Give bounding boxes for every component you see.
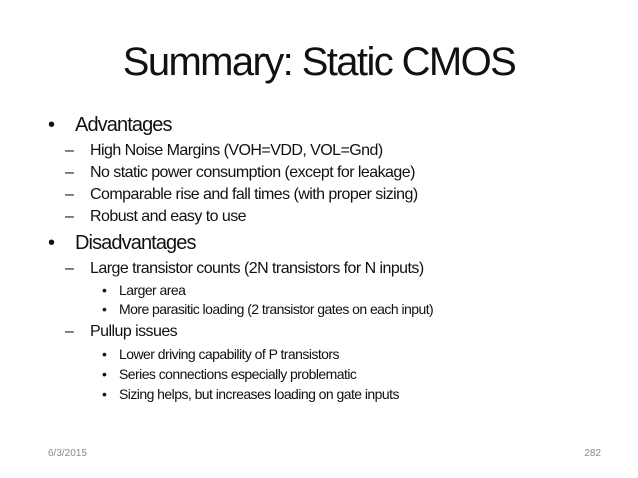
sub-bullet-item <box>102 300 433 318</box>
bullet-text: No static power consumption (except for leakage) <box>90 164 415 181</box>
bullet-item-disadvantages <box>48 231 196 255</box>
bullet-text: High Noise Margins (VOH=VDD, VOL=Gnd) <box>90 142 383 159</box>
bullet-text: Robust and easy to use <box>90 208 247 225</box>
bullet-text: More parasitic loading (2 transistor gates on each input) <box>119 301 434 317</box>
bullet-marker: • <box>102 386 107 402</box>
sub-bullet-item <box>102 281 185 299</box>
footer-date: 6/3/2015 <box>48 448 87 459</box>
bullet-text: Comparable rise and fall times (with proper sizing) <box>90 186 418 203</box>
bullet-text: Pullup issues <box>90 323 178 340</box>
bullet-text: Disadvantages <box>75 232 196 254</box>
sub-bullet-item <box>102 365 356 383</box>
bullet-item <box>65 207 246 227</box>
bullet-text: Advantages <box>75 114 172 136</box>
bullet-item <box>65 259 424 279</box>
bullet-text: Larger area <box>119 282 186 298</box>
bullet-marker: • <box>102 346 107 362</box>
dash-marker: – <box>65 208 74 225</box>
bullet-marker: • <box>48 114 55 136</box>
sub-bullet-item <box>102 345 339 363</box>
bullet-item <box>65 141 383 161</box>
dash-marker: – <box>65 164 74 181</box>
bullet-item <box>65 163 415 183</box>
dash-marker: – <box>65 186 74 203</box>
bullet-item <box>65 322 177 342</box>
dash-marker: – <box>65 323 74 340</box>
slide-number: 282 <box>584 448 601 459</box>
bullet-item-advantages <box>48 113 172 137</box>
dash-marker: – <box>65 142 74 159</box>
bullet-marker: • <box>102 366 107 382</box>
bullet-item <box>65 185 418 205</box>
bullet-marker: • <box>102 301 107 317</box>
sub-bullet-item <box>102 385 399 403</box>
bullet-text: Sizing helps, but increases loading on gate inputs <box>119 386 399 402</box>
bullet-text: Series connections especially problematic <box>119 366 357 382</box>
slide-title: Summary: Static CMOS <box>122 40 516 84</box>
bullet-marker: • <box>48 232 55 254</box>
dash-marker: – <box>65 260 74 277</box>
bullet-text: Large transistor counts (2N transistors for N inputs) <box>90 260 424 277</box>
bullet-marker: • <box>102 282 107 298</box>
bullet-text: Lower driving capability of P transistors <box>119 346 339 362</box>
